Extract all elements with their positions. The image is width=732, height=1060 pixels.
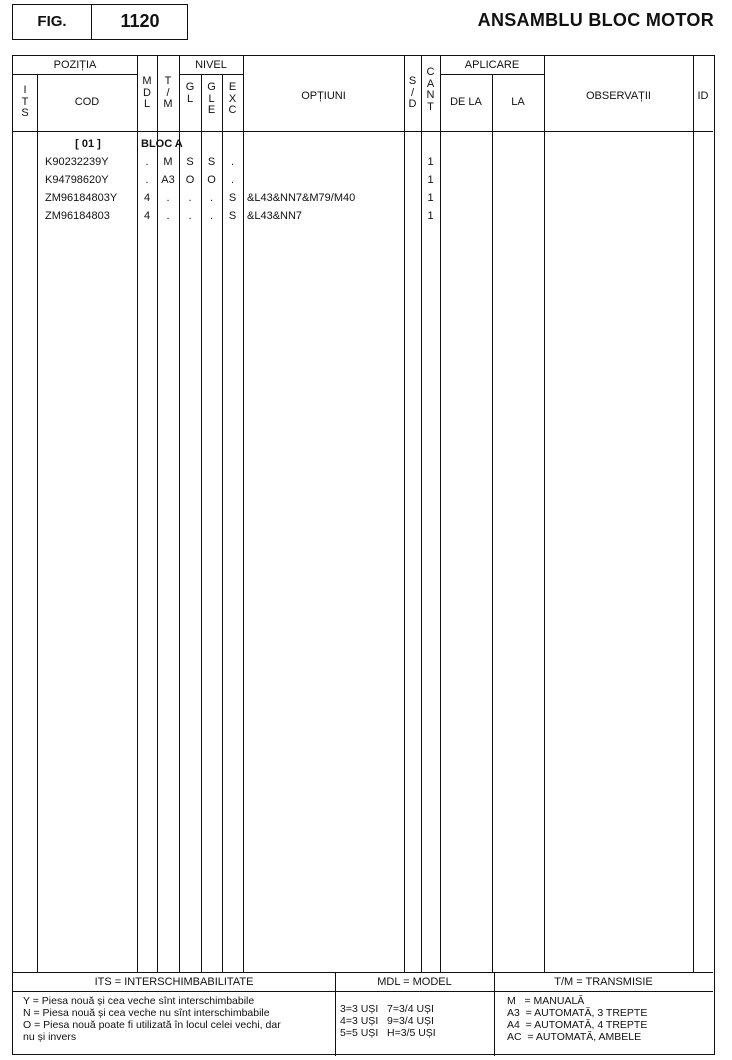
cell-gle: S [207, 156, 216, 168]
header-sd-char: / [410, 86, 415, 99]
header-optiuni: OPȚIUNI [301, 90, 346, 102]
cell-gl: . [188, 210, 192, 222]
cell-mdl: . [145, 156, 149, 168]
cell-cod: ZM96184803 [45, 210, 110, 222]
header-cant-char: C [426, 66, 435, 78]
table-row [13, 153, 713, 171]
legend-mdl-line: 5=5 UȘI H=3/5 UȘI [340, 1027, 436, 1039]
header-its [13, 85, 37, 120]
header-gl [179, 82, 201, 105]
header-cant-char: A [426, 77, 435, 90]
cell-gle: . [209, 192, 214, 204]
header-sd-char: S [408, 75, 417, 87]
header-id: ID [697, 90, 709, 102]
cell-exc: S [228, 192, 237, 204]
group-position: [ 01 ] [75, 138, 101, 150]
header-mdl [137, 76, 157, 111]
group-name: BLOC A [141, 138, 183, 150]
legend-tm-line: A3 = AUTOMATĂ, 3 TREPTE [507, 1007, 648, 1019]
legend-its-line: nu și invers [23, 1031, 77, 1043]
header-exc [222, 82, 243, 117]
header-exc-char: X [228, 92, 237, 105]
table-row [13, 171, 713, 189]
header-its-char: I [23, 84, 27, 96]
legend-its-title: ITS = INTERSCHIMBABILITATE [94, 976, 254, 988]
cell-exc: . [230, 156, 235, 168]
legend-tm-title: T/M = TRANSMISIE [554, 976, 653, 988]
cell-gle: O [207, 174, 216, 186]
header-gle [201, 82, 222, 117]
cell-cant: 1 [427, 192, 434, 204]
legend-its-line: N = Piesa nouă și cea veche nu sînt interschimbabile [23, 1007, 270, 1019]
header-cant-char: T [427, 100, 434, 113]
header-tm [157, 76, 179, 111]
header-mdl-char: M [142, 75, 152, 87]
cell-tm: . [166, 210, 170, 222]
cell-exc: S [228, 210, 237, 222]
cell-gle: . [209, 210, 214, 222]
header-its-char: T [21, 95, 29, 108]
header-sd [404, 76, 421, 111]
legend-mdl-title: MDL = MODEL [377, 976, 452, 988]
header-its-char: S [21, 107, 29, 119]
legend-its-line: O = Piesa nouă poate fi utilizată în locul celei vechi, dar [23, 1019, 281, 1031]
header-bottom-rule [13, 131, 713, 132]
legend-tm-line: A4 = AUTOMATĂ, 4 TREPTE [507, 1019, 648, 1031]
legend-top-rule [13, 972, 713, 973]
nivel-underline [179, 74, 243, 75]
header-cant [421, 67, 440, 113]
cell-tm: . [166, 192, 170, 204]
cell-gl: . [188, 192, 192, 204]
cell-exc: . [230, 174, 235, 186]
header-observatii: OBSERVAȚII [585, 90, 651, 102]
header-gle-char: L [208, 92, 215, 105]
table-row [13, 189, 713, 207]
cell-gl: O [185, 174, 195, 186]
figure-box [12, 4, 188, 40]
cell-gl: S [186, 156, 194, 168]
figure-label: FIG. [37, 13, 67, 30]
cell-optiuni: &L43&NN7 [247, 210, 303, 222]
header-cant-char: N [426, 89, 435, 101]
cell-mdl: . [145, 174, 149, 186]
legend-header-rule [13, 991, 713, 992]
parts-table [12, 55, 715, 1055]
cell-tm: M [163, 156, 173, 168]
header-cod: COD [74, 96, 100, 108]
header-gl-char: L [186, 92, 194, 105]
cell-cant: 1 [427, 210, 434, 222]
legend-mdl-line: 4=3 UȘI 9=3/4 UȘI [340, 1015, 434, 1027]
cell-optiuni: &L43&NN7&M79/M40 [247, 192, 356, 204]
header-aplicare: APLICARE [464, 59, 520, 71]
cell-tm: A3 [161, 174, 175, 186]
document-title: ANSAMBLU BLOC MOTOR [477, 10, 714, 30]
group-row [13, 135, 713, 153]
header-pozitia: POZIȚIA [53, 59, 97, 71]
table-row [13, 207, 713, 225]
legend-mdl-line: 3=3 UȘI 7=3/4 UȘI [340, 1003, 434, 1015]
header-de-la: DE LA [450, 96, 482, 108]
figure-number: 1120 [120, 11, 160, 31]
cell-cod: K90232239Y [45, 156, 109, 168]
header-tm-char: M [163, 98, 173, 110]
figure-box-divider [91, 5, 92, 39]
header-sd-char: D [408, 98, 417, 110]
header-tm-char: T [164, 75, 172, 87]
cell-mdl: 4 [143, 192, 151, 204]
header-gle-char: G [207, 81, 216, 93]
cell-mdl: 4 [143, 210, 151, 222]
header-mdl-char: D [143, 86, 151, 99]
cell-cod: ZM96184803Y [45, 192, 118, 204]
cell-cant: 1 [427, 156, 434, 168]
legend-tm-line: M = MANUALĂ [507, 995, 585, 1007]
header-gle-char: E [207, 104, 216, 116]
header-nivel: NIVEL [195, 59, 227, 71]
cell-cant: 1 [427, 174, 434, 186]
header-exc-char: C [228, 104, 237, 116]
legend-tm-line: AC = AUTOMATĂ, AMBELE [507, 1031, 642, 1043]
header-gl-char: G [185, 81, 195, 93]
cell-cod: K94798620Y [45, 174, 109, 186]
header-exc-char: E [228, 81, 237, 93]
pozitia-underline [13, 74, 137, 75]
header-la: LA [511, 96, 525, 108]
header-mdl-char: L [143, 98, 151, 110]
header-tm-char: / [166, 86, 170, 99]
legend-its-line: Y = Piesa nouă și cea veche sînt interschimbabile [23, 995, 255, 1007]
